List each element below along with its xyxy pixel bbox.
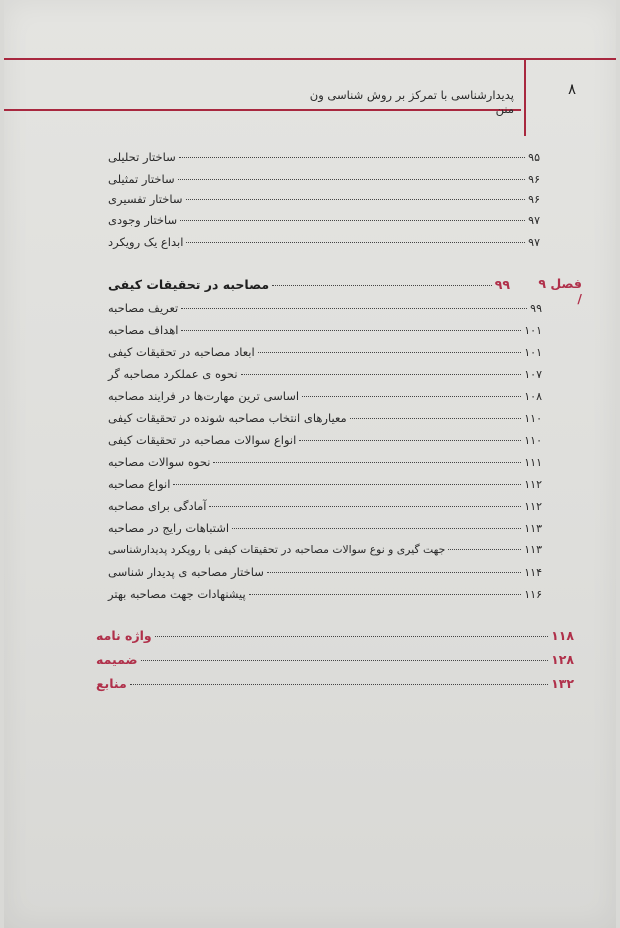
toc-entry [108, 587, 542, 601]
toc-entry-title: اشتباهات رایج در مصاحبه [108, 521, 230, 535]
toc-leader [186, 242, 525, 243]
toc-entry-title: ساختار وجودی [108, 213, 178, 227]
toc-entry-page: ۹۶ [528, 193, 540, 206]
toc-entry [108, 543, 542, 556]
toc-entry-title: نحوه سوالات مصاحبه [108, 455, 211, 469]
toc-leader [267, 572, 521, 573]
toc-leader [155, 636, 548, 637]
toc-entry [108, 301, 542, 315]
toc-entry [108, 150, 540, 164]
toc-leader [302, 396, 521, 397]
toc-leader [448, 549, 521, 550]
toc-leader [241, 374, 522, 375]
toc-entry-title: جهت گیری و نوع سوالات مصاحبه در تحقیقات کیفی با رویکرد پدیدارشناسی [108, 543, 446, 556]
toc-leader [249, 594, 522, 595]
chapter-title: مصاحبه در تحقیقات کیفی [108, 277, 270, 292]
toc-entry [108, 477, 542, 491]
back-matter-entry [96, 676, 574, 691]
toc-entry-title: انواع سوالات مصاحبه در تحقیقات کیفی [108, 433, 297, 447]
running-header: پدیدارشناسی با تمرکز بر روش شناسی ون منن [309, 88, 514, 116]
toc-entry-title: اهداف مصاحبه [108, 323, 179, 337]
toc-entry [108, 389, 542, 403]
toc-entry-title: ساختار مصاحبه ی پدیدار شناسی [108, 565, 264, 579]
chapter-entry [108, 277, 510, 292]
toc-leader [178, 179, 526, 180]
toc-entry-page: ۹۷ [528, 236, 540, 249]
toc-entry-page: ۱۱۱ [524, 456, 542, 469]
toc-leader [258, 352, 522, 353]
toc-entry [108, 367, 542, 381]
toc-entry [108, 235, 540, 249]
toc-entry-title: آمادگی برای مصاحبه [108, 499, 207, 513]
back-matter-title: ضمیمه [96, 652, 138, 667]
toc-entry-title: نحوه ی عملکرد مصاحبه گر [108, 367, 238, 381]
toc-entry [108, 345, 542, 359]
toc-leader [181, 308, 527, 309]
toc-leader [272, 285, 492, 286]
toc-entry [108, 565, 542, 579]
toc-leader [209, 506, 521, 507]
toc-leader [350, 418, 522, 419]
toc-leader [180, 220, 525, 221]
back-matter-page: ۱۱۸ [551, 628, 574, 643]
toc-leader [130, 684, 548, 685]
toc-entry-page: ۱۱۳ [524, 522, 542, 535]
toc-entry-title: ابعاد مصاحبه در تحقیقات کیفی [108, 345, 255, 359]
toc-entry-page: ۱۱۲ [524, 500, 542, 513]
toc-entry-title: اساسی ترین مهارت‌ها در فرایند مصاحبه [108, 389, 300, 403]
toc-leader [181, 330, 521, 331]
toc-entry-title: ابداع یک رویکرد [108, 235, 184, 249]
toc-entry [108, 521, 542, 535]
toc-entry [108, 455, 542, 469]
toc-entry [108, 433, 542, 447]
toc-entry-title: ساختار تمثیلی [108, 172, 175, 186]
toc-entry-page: ۱۰۱ [524, 346, 542, 359]
toc-leader [186, 199, 526, 200]
toc-entry-title: انواع مصاحبه [108, 477, 171, 491]
toc-leader [232, 528, 521, 529]
toc-entry-title: پیشنهادات جهت مصاحبه بهتر [108, 587, 246, 601]
toc-entry-page: ۱۱۰ [524, 434, 542, 447]
toc-leader [173, 484, 521, 485]
toc-entry-page: ۱۰۸ [524, 390, 542, 403]
back-matter-page: ۱۳۲ [551, 676, 574, 691]
page-number: ۸ [567, 80, 577, 98]
toc-entry [108, 323, 542, 337]
toc-entry-page: ۹۶ [528, 173, 540, 186]
header-vertical-rule [524, 60, 526, 136]
toc-entry-page: ۱۱۴ [524, 566, 542, 579]
toc-entry-page: ۱۰۱ [524, 324, 542, 337]
toc-entry-title: معیارهای انتخاب مصاحبه شونده در تحقیقات کیفی [108, 411, 347, 425]
toc-entry [108, 172, 540, 186]
toc-entry [108, 192, 540, 206]
back-matter-title: منابع [96, 676, 127, 691]
back-matter-entry [96, 652, 574, 667]
back-matter-page: ۱۲۸ [551, 652, 574, 667]
toc-leader [213, 462, 521, 463]
toc-entry-page: ۹۹ [530, 302, 542, 315]
toc-leader [299, 440, 521, 441]
back-matter-entry [96, 628, 574, 643]
chapter-page: ۹۹ [494, 277, 510, 292]
toc-leader [179, 157, 525, 158]
toc-leader [141, 660, 549, 661]
toc-entry-title: ساختار تفسیری [108, 192, 183, 206]
toc-entry-page: ۱۱۰ [524, 412, 542, 425]
toc-entry [108, 411, 542, 425]
toc-entry-page: ۹۵ [528, 151, 540, 164]
toc-entry-title: تعریف مصاحبه [108, 301, 179, 315]
toc-entry [108, 499, 542, 513]
toc-entry-page: ۹۷ [528, 214, 540, 227]
toc-entry-page: ۱۱۲ [524, 478, 542, 491]
toc-entry-page: ۱۱۶ [524, 588, 542, 601]
toc-entry-page: ۱۰۷ [524, 368, 542, 381]
toc-entry-page: ۱۱۳ [524, 543, 542, 556]
toc-entry-title: ساختار تحلیلی [108, 150, 176, 164]
book-page [4, 0, 616, 928]
back-matter-title: واژه نامه [96, 628, 152, 643]
toc-entry [108, 213, 540, 227]
chapter-label: فصل ۹ / [538, 276, 582, 306]
